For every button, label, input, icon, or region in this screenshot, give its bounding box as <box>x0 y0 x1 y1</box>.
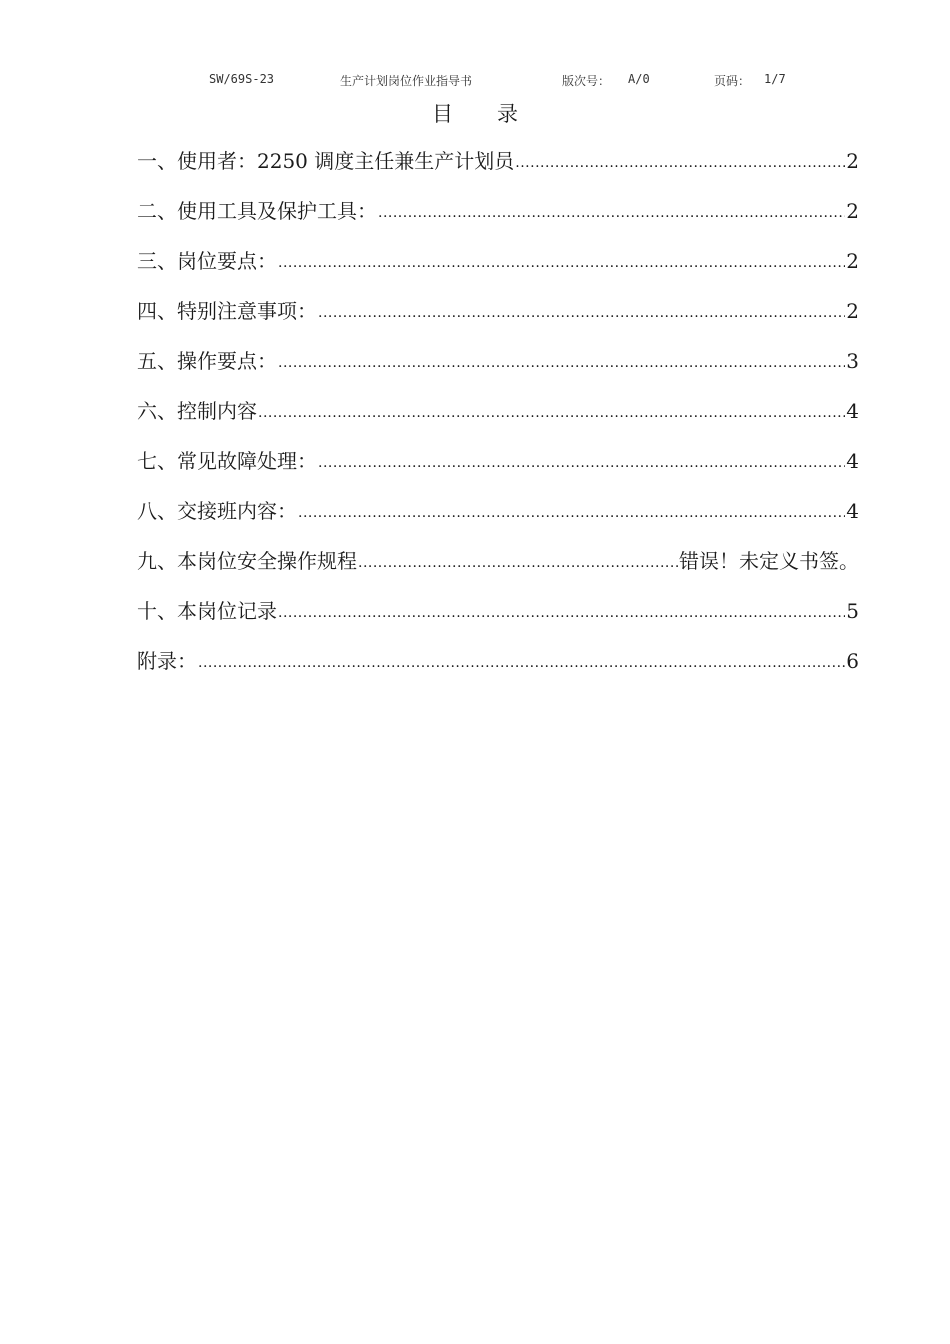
document-title: 生产计划岗位作业指导书 <box>340 74 473 88</box>
toc-entry[interactable] <box>137 646 859 696</box>
toc-leader-dots <box>198 645 845 678</box>
toc-entry[interactable] <box>137 596 859 646</box>
toc-entry[interactable] <box>137 246 859 296</box>
toc-entry-page: 5 <box>846 599 859 623</box>
toc-entry[interactable] <box>137 496 859 546</box>
toc-entry[interactable] <box>137 296 859 346</box>
toc-entry[interactable] <box>137 446 859 496</box>
toc-entry-label: 十、本岗位记录 <box>137 599 277 623</box>
version-label: 版次号： <box>562 74 611 88</box>
table-of-contents <box>137 146 859 696</box>
version-value: A/0 <box>628 72 650 86</box>
toc-entry[interactable] <box>137 196 859 246</box>
toc-leader-dots <box>278 245 845 278</box>
toc-heading-right: 录 <box>497 102 518 126</box>
toc-entry-label: 一、使用者：2250 调度主任兼生产计划员 <box>137 149 515 173</box>
toc-leader-dots <box>378 195 845 228</box>
toc-entry[interactable] <box>137 146 859 196</box>
toc-entry-label: 二、使用工具及保护工具： <box>137 199 377 223</box>
toc-entry-page: 4 <box>846 399 859 423</box>
toc-entry[interactable] <box>137 546 859 596</box>
toc-leader-dots <box>318 295 845 328</box>
toc-leader-dots <box>278 345 845 378</box>
toc-entry-page: 6 <box>846 649 859 673</box>
toc-entry-label: 三、岗位要点： <box>137 249 277 273</box>
toc-leader-dots <box>515 145 845 178</box>
toc-leader-dots <box>318 445 845 478</box>
toc-entry-page: 2 <box>846 149 859 173</box>
toc-entry[interactable] <box>137 396 859 446</box>
toc-entry-page: 2 <box>846 299 859 323</box>
toc-entry-label: 附录： <box>137 649 197 673</box>
toc-heading-left: 目 <box>432 102 453 126</box>
toc-entry-label: 五、操作要点： <box>137 349 277 373</box>
toc-entry-page: 2 <box>846 199 859 223</box>
toc-leader-dots <box>278 595 845 628</box>
toc-entry-label: 七、常见故障处理： <box>137 449 317 473</box>
document-code: SW/69S-23 <box>209 72 275 86</box>
page-header <box>0 72 950 90</box>
toc-entry-page: 4 <box>846 499 859 523</box>
toc-entry-label: 八、交接班内容： <box>137 499 297 523</box>
toc-leader-dots <box>358 545 678 578</box>
toc-entry-page: 错误！未定义书签。 <box>679 549 859 573</box>
toc-entry-label: 九、本岗位安全操作规程 <box>137 549 357 573</box>
toc-entry-label: 四、特别注意事项： <box>137 299 317 323</box>
toc-entry-page: 4 <box>846 449 859 473</box>
toc-entry-label: 六、控制内容 <box>137 399 257 423</box>
page-number-value: 1/7 <box>764 72 786 86</box>
toc-entry-page: 2 <box>846 249 859 273</box>
toc-entry-page: 3 <box>846 349 859 373</box>
page-number-label: 页码： <box>714 74 751 88</box>
toc-leader-dots <box>298 495 845 528</box>
toc-heading <box>0 98 950 128</box>
toc-entry[interactable] <box>137 346 859 396</box>
toc-leader-dots <box>258 395 845 428</box>
